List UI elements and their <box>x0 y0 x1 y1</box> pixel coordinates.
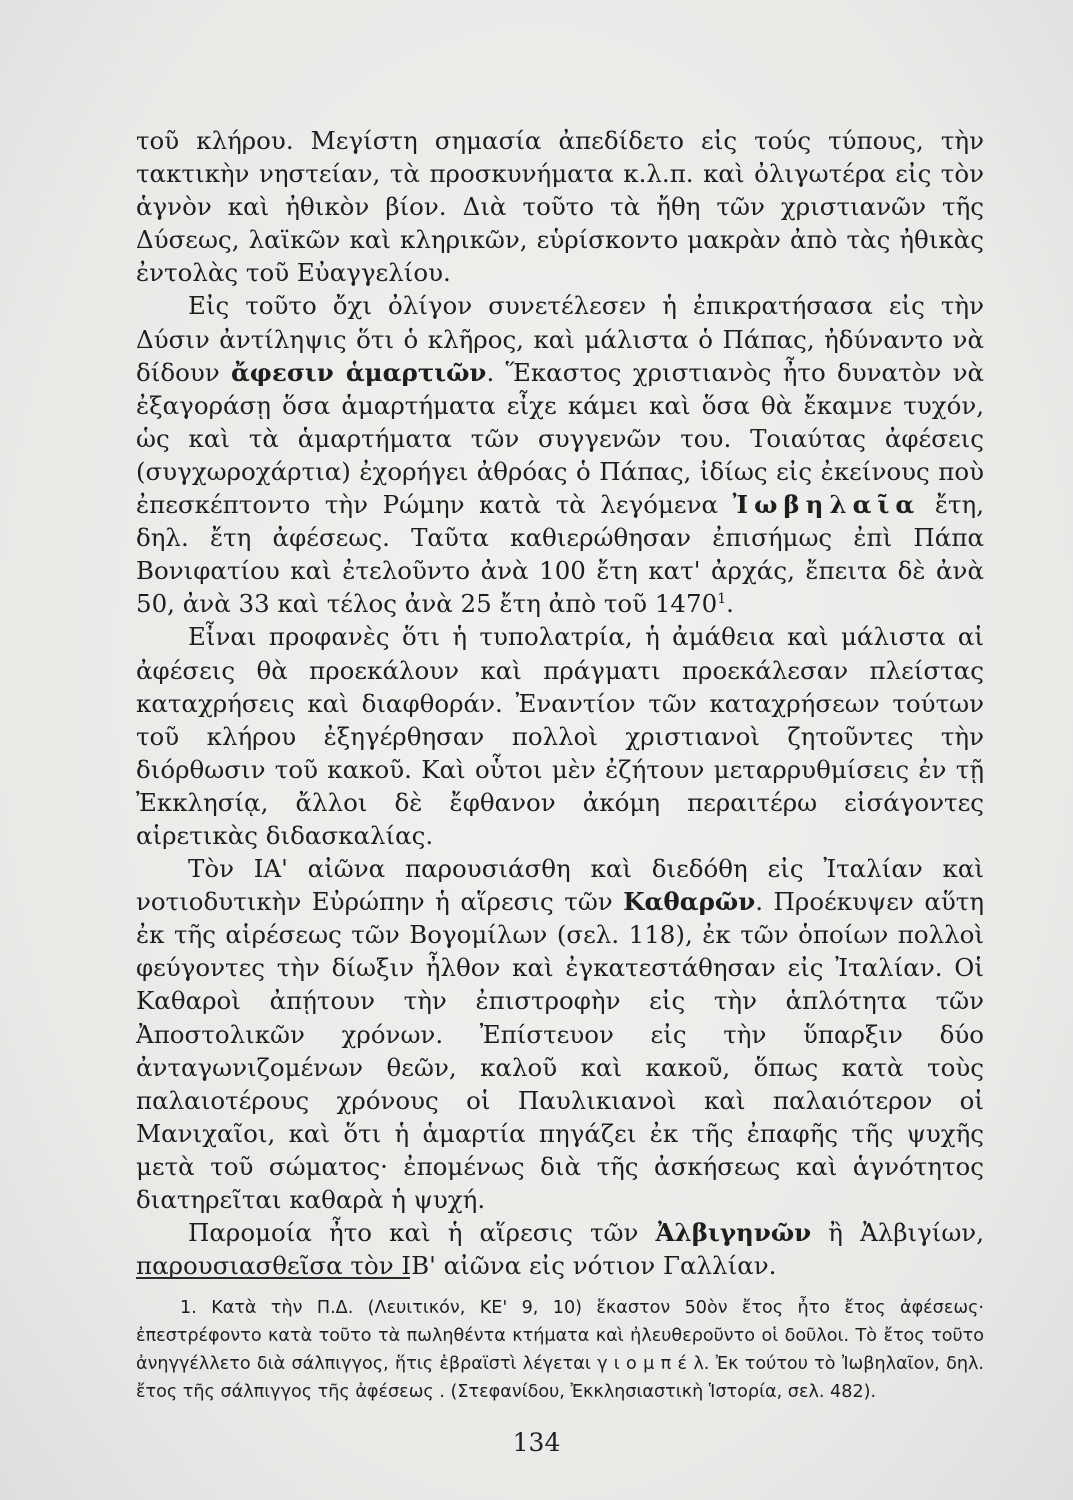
text-run: ἔτη, δηλ. ἔτη ἀφέσεως. Ταῦτα καθιερώθησαν ἐπισήμως ἐπὶ Πάπα Βονιφατίου καὶ ἐτελοῦντο ἀνὰ 100 ἔτη κατ' ἀρχάς, ἔπειτα δὲ ἀνὰ 50, ἀνὰ 33 καὶ τέλος ἀνὰ 25 ἔτη ἀπὸ τοῦ 1470 <box>136 490 984 619</box>
text-run: Καθαρῶν <box>623 887 756 917</box>
paragraph-4 <box>136 852 984 1216</box>
text-run: τοῦ κλήρου. Μεγίστη σημασία ἀπεδίδετο εἰς τούς τύπους, τὴν τακτικὴν νηστείαν, τὰ προσκυνήματα κ.λ.π. καὶ ὀλιγωτέρα εἰς τὸν ἁγνὸν καὶ ἠθικὸν βίον. Διὰ τοῦτο τὰ ἤθη τῶν χριστιανῶν τῆς Δύσεως, λαϊκῶν καὶ κληρικῶν, εὑρίσκοντο μακρὰν ἀπὸ τὰς ἠθικὰς ἐντολὰς τοῦ Εὐαγγελίου. <box>136 126 984 288</box>
footnote <box>136 1294 984 1406</box>
text-run: . Προέκυψεν αὕτη ἐκ τῆς αἱρέσεως τῶν Βογομίλων (σελ. 118), ἐκ τῶν ὁποίων πολλοὶ φεύγοντες τὴν δίωξιν ἦλθον καὶ ἐγκατεστάθησαν εἰς Ἰταλίαν. Οἱ Καθαροὶ ἀπῄτουν τὴν ἐπιστροφὴν εἰς τὴν ἁπλότητα τῶν Ἀποστολικῶν χρόνων. Ἐπίστευον εἰς τὴν ὕπαρξιν δύο ἀνταγωνιζομένων θεῶν, καλοῦ καὶ κακοῦ, ὅπως κατὰ τοὺς παλαιοτέρους χρόνους οἱ Παυλικιανοὶ καὶ παλαιότερον οἱ Μανιχαῖοι, καὶ ὅτι ἡ ἁμαρτία πηγάζει ἐκ τῆς ἐπαφῆς τῆς ψυχῆς μετὰ τοῦ σώματος· ἐπομένως διὰ τῆς ἀσκήσεως καὶ ἁγνότητος διατηρεῖται καθαρὰ ἡ ψυχή. <box>136 887 984 1214</box>
main-text <box>136 124 984 1282</box>
text-run: ἄφεσιν ἁμαρτιῶν <box>230 357 487 387</box>
text-run: Ἀλβιγηνῶν <box>655 1218 812 1248</box>
text-run: . <box>726 589 734 619</box>
footnote-number: 1. <box>180 1298 197 1318</box>
paragraph-5 <box>136 1216 984 1282</box>
page-number: 134 <box>512 1428 561 1457</box>
text-run: Εἶναι προφανὲς ὅτι ἡ τυπολατρία, ἡ ἀμάθεια καὶ μάλιστα αἱ ἀφέσεις θὰ προεκάλουν καὶ πράγματι προεκάλεσαν πλείστας καταχρήσεις καὶ διαφθοράν. Ἐναντίον τῶν καταχρήσεων τούτων τοῦ κλήρου ἐξηγέρθησαν πολλοὶ χριστιανοὶ ζητοῦντες τὴν διόρθωσιν τοῦ κακοῦ. Καὶ οὗτοι μὲν ἐζήτουν μεταρρυθμίσεις ἐν τῇ Ἐκκλησίᾳ, ἄλλοι δὲ ἔφθανον ἀκόμη περαιτέρω εἰσάγοντες αἱρετικὰς διδασκαλίας. <box>136 622 984 850</box>
text-run: Ἰωβηλαῖα <box>732 490 921 520</box>
paragraph-3 <box>136 620 984 852</box>
text-run: Εἰς τοῦτο ὄχι ὀλίγον συνετέλεσεν ἡ ἐπικρατήσασα εἰς τὴν Δύσιν ἀντίληψις ὅτι ὁ κλῆρος, καὶ μάλιστα ὁ Πάπας, ἠδύναντο νὰ δίδουν <box>136 291 984 387</box>
text-run: 1 <box>717 591 727 608</box>
text-run: Παρομοία ἦτο καὶ ἡ αἵρεσις τῶν <box>188 1218 656 1248</box>
text-run: ἢ Ἀλβιγίων, παρουσιασθεῖσα τὸν ΙΒ' αἰῶνα εἰς νότιον Γαλλίαν. <box>136 1218 984 1281</box>
footnote-text: Κατὰ τὴν Π.Δ. (Λευιτικόν, ΚΕ' 9, 10) ἕκαστον 50ὸν ἔτος ἦτο ἔτος ἀφέσεως· ἐπεστρέφοντο κατὰ τοῦτο τὰ πωληθέντα κτήματα καὶ ἠλευθεροῦντο οἱ δοῦλοι. Τὸ ἔτος τοῦτο ἀνηγγέλλετο διὰ σάλπιγγος, ἥτις ἑβραϊστὶ λέγεται γ ι ο μ π έ λ. Ἐκ τούτου τὸ Ἰωβηλαῖον, δηλ. ἔτος τῆς σάλπιγγος τῆς ἀφέσεως . (Στεφανίδου, Ἐκκλησιαστικὴ Ἱστορία, σελ. 482). <box>136 1298 984 1402</box>
paragraph-2 <box>136 289 984 620</box>
text-run: Τὸν ΙΑ' αἰῶνα παρουσιάσθη καὶ διεδόθη εἰς Ἰταλίαν καὶ νοτιοδυτικὴν Εὐρώπην ἡ αἵρεσις τῶν <box>136 854 984 917</box>
text-run: . Ἕκαστος χριστιανὸς ἦτο δυνατὸν νὰ ἐξαγοράσῃ ὅσα ἁμαρτήματα εἶχε κάμει καὶ ὅσα θὰ ἔκαμνε τυχόν, ὡς καὶ τὰ ἁμαρτήματα τῶν συγγενῶν του. Τοιαύτας ἀφέσεις (συγχωροχάρτια) ἐχορήγει ἀθρόας ὁ Πάπας, ἰδίως εἰς ἐκείνους ποὺ ἐπεσκέπτοντο τὴν Ρώμην κατὰ τὰ λεγόμενα <box>136 357 985 520</box>
footnote-separator <box>136 1277 410 1279</box>
paragraph-1 <box>136 124 984 289</box>
